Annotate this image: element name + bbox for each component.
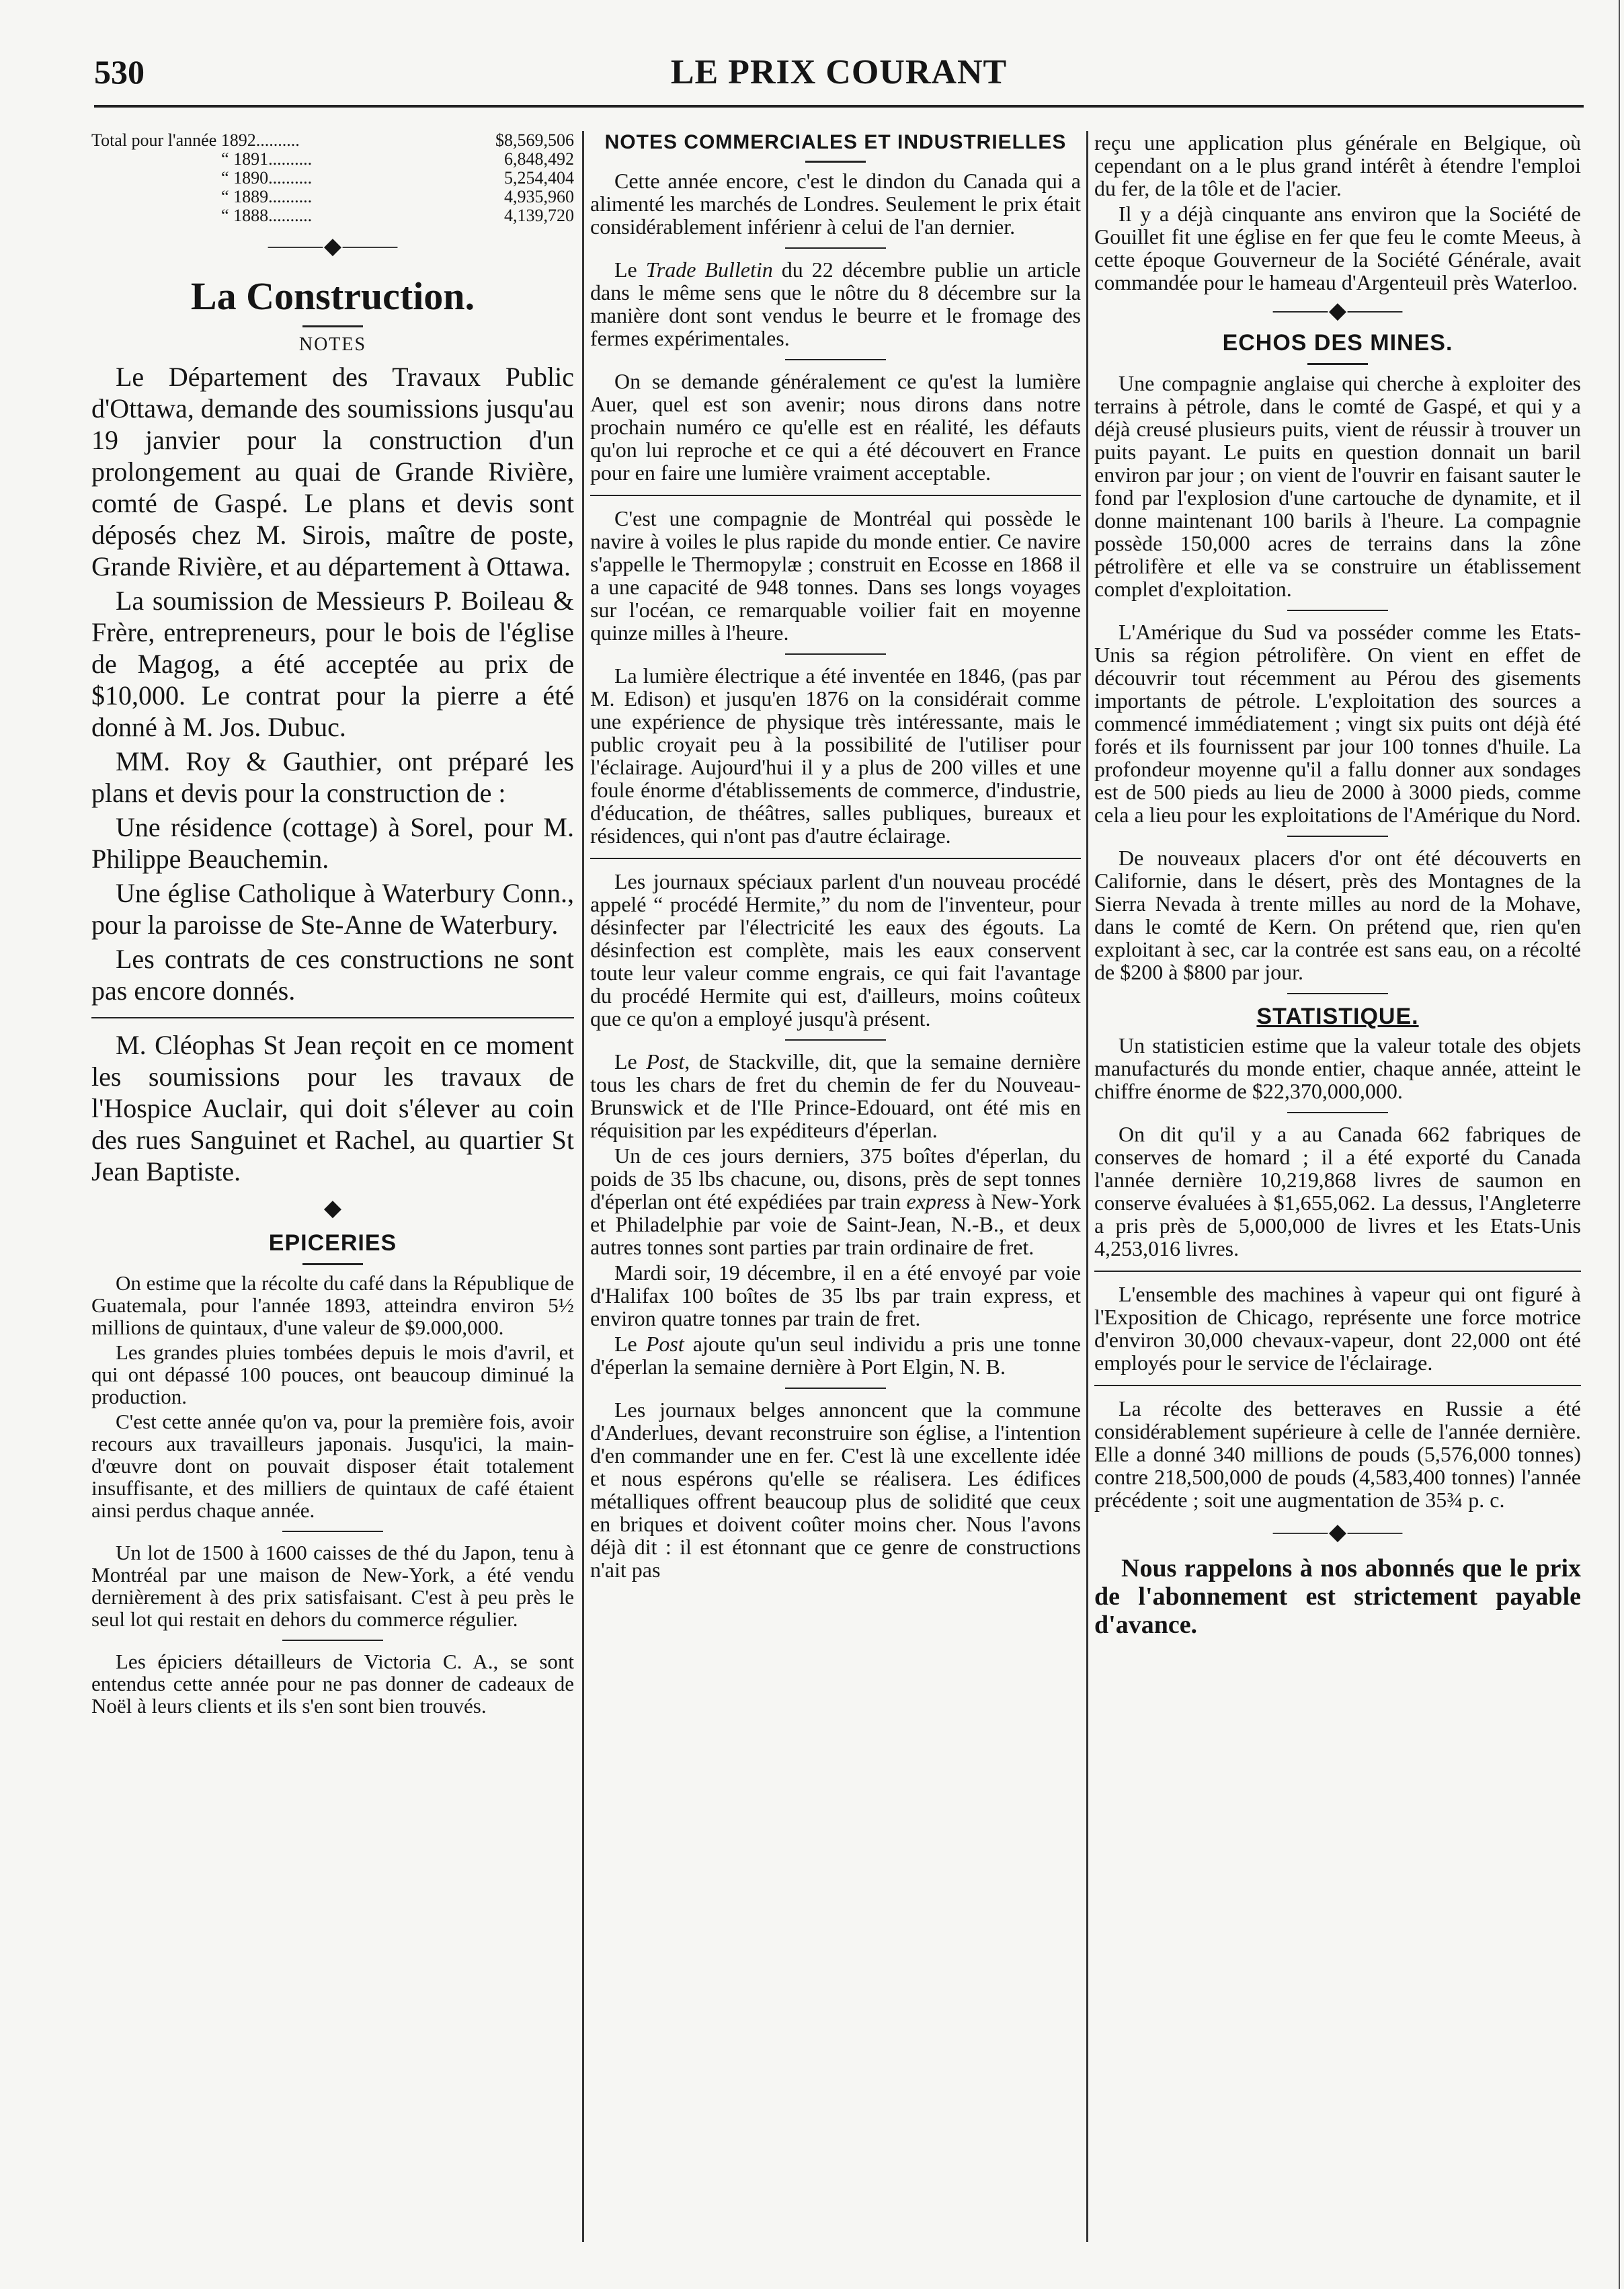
article-divider xyxy=(785,247,886,249)
article-paragraph: Les journaux belges annoncent que la commune d'Anderlues, devant reconstruire son église, a l'intention d'en commander une en fer. C'est là une excellente idée et nous espérons qu'elle se réalisera. Les édifices métalliques offrent beaucoup plus de solidité que ceux en briques et doivent coûter moins cher. Nous l'avons déjà dit : il est étonnant que ce genre de constructions n'ait pas xyxy=(590,1398,1081,1582)
table-row xyxy=(91,169,574,188)
totals-label xyxy=(91,188,442,206)
article-paragraph: On dit qu'il y a au Canada 662 fabriques de conserves de homard ; il a été exporté du Canada l'année dernière 10,219,868 livres de saumon en conserve évaluées à $1,655,062. La dessus, l'Angleterre a pris près de 5,000,000 de livres et les Etats-Unis 4,253,016 livres. xyxy=(1094,1122,1581,1260)
text-run: Le xyxy=(614,257,646,282)
article-paragraph: Le Département des Travaux Public d'Ottawa, demande des soumissions jusqu'au 19 janvier pour la construction d'un prolongement au quai de Grande Rivière, comté de Gaspé. Le plans et devis sont déposés chez M. Sirois, maître de poste, Grande Rivière, et au département à Ottawa. xyxy=(91,362,574,581)
epiceries-articles xyxy=(91,1272,574,1717)
table-row xyxy=(91,131,574,150)
article-paragraph: Une compagnie anglaise qui cherche à exploiter des terrains à pétrole, dans le comté de Gaspé, et qui y a déjà creusé plusieurs puits, vient de réussir à trouver un puits payant. Le puits en question donnait un baril environ par jour ; on vient de l'ouvrir en faisant sauter le fond par l'explosion d'une cartouche de dynamite, et il donne maintenant 100 barils à l'heure. La compagnie possède 150,000 acres de terrains dans la zône pétrolifère et elle va se construire un établissement complet d'exploitation. xyxy=(1094,371,1581,601)
table-row xyxy=(91,206,574,225)
table-row xyxy=(91,150,574,169)
newspaper-name: Trade Bulletin xyxy=(645,257,773,282)
article-paragraph: Une église Catholique à Waterbury Conn., pour la paroisse de Ste-Anne de Waterbury. xyxy=(91,878,574,940)
ditto-mark: “ xyxy=(221,206,229,225)
article-divider xyxy=(785,653,886,655)
article-paragraph xyxy=(590,258,1081,350)
article-paragraph: MM. Roy & Gauthier, ont préparé les plans et devis pour la construction de : xyxy=(91,746,574,808)
totals-amount: 4,935,960 xyxy=(504,187,574,206)
totals-label xyxy=(91,206,442,225)
text-run: à New-York et Philadelphie par voie de Saint-Jean, N.-B., et deux autres tonnes sont parties par train ordinaire de fret. xyxy=(590,1189,1082,1259)
title-rule xyxy=(805,161,866,163)
page-header xyxy=(94,52,1584,101)
page-number: 530 xyxy=(94,53,145,91)
article-paragraph: C'est une compagnie de Montréal qui possède le navire à voiles le plus rapide du monde entier. Ce navire s'appelle le Thermopylæ ; construit en Ecosse en 1868 il a une capacité de 948 tonnes. Dans ses longs voyages sur l'océan, ce remarquable voilier fait en moyenne quinze milles à l'heure. xyxy=(590,506,1081,645)
totals-amount: 6,848,492 xyxy=(504,149,574,169)
ditto-mark: “ xyxy=(221,168,229,188)
construction-articles xyxy=(91,361,574,1187)
column-rule xyxy=(582,131,584,2242)
article-divider xyxy=(785,359,886,360)
article-paragraph: reçu une application plus générale en Belgique, où cependant on a le plus grand intérêt à étendre l'emploi du fer, de la tôle et de l'acier. xyxy=(1094,130,1581,200)
article-paragraph: Les épiciers détailleurs de Victoria C. A., se sont entendus cette année pour ne pas donner de cadeaux de Noël à leurs clients et ils s'en sont bien trouvés. xyxy=(91,1650,574,1718)
totals-year: 1890.......... xyxy=(233,168,313,188)
article-paragraph: La récolte des betteraves en Russie a été considérablement supérieure à celle de l'année dernière. Elle a donné 340 millions de pouds (5,576,000 tonnes) contre 218,500,000 de pouds (4,583,400 tonnes) l'année précédente ; soit une augmentation de 35¾ p. c. xyxy=(1094,1396,1581,1512)
ornament-divider: ⸻◆⸻ xyxy=(1272,298,1404,323)
page-edge-rule xyxy=(1619,0,1620,2289)
text-run: Le xyxy=(614,1332,646,1356)
column-left xyxy=(91,131,574,1717)
newspaper-name: Post xyxy=(645,1332,684,1356)
article-paragraph: Un lot de 1500 à 1600 caisses de thé du Japon, tenu à Montréal par une maison de New-York, a été vendu dernièrement à des prix satisfaisant. C'est à peu près le seul lot qui restait en dehors du commerce régulier. xyxy=(91,1541,574,1631)
article-paragraph: Les journaux spéciaux parlent d'un nouveau procédé appelé “ procédé Hermite,” du nom de l'inventeur, pour désinfecter par l'électricité les eaux des égouts. La désinfection est complète, mais les eaux conservent toute leur valeur comme engrais, ce qui fait l'avantage du procédé Hermite qui est, d'ailleurs, moins coûteux que ce qu'on a employé jusqu'à présent. xyxy=(590,869,1081,1031)
text-run: ajoute qu'un seul individu a pris une tonne d'éperlan la semaine dernière à Port Elgin, N. B. xyxy=(590,1332,1082,1379)
article-paragraph: Un statisticien estime que la valeur totale des objets manufacturés du monde entier, chaque année, atteint le chiffre énorme de $22,370,000,000. xyxy=(1094,1033,1581,1103)
ditto-mark: “ xyxy=(221,187,229,206)
ornament-divider: ⸻◆⸻ xyxy=(267,234,399,259)
article-divider xyxy=(1094,1271,1581,1272)
totals-amount: 5,254,404 xyxy=(504,168,574,188)
article-divider xyxy=(590,495,1081,496)
article-divider xyxy=(785,1039,886,1041)
article-divider xyxy=(785,1388,886,1389)
italic-word: express xyxy=(906,1189,971,1213)
article-divider xyxy=(1287,610,1388,611)
totals-table xyxy=(91,131,574,225)
article-paragraph: Une résidence (cottage) à Sorel, pour M. Philippe Beauchemin. xyxy=(91,812,574,874)
article-divider xyxy=(282,1640,383,1641)
column-middle xyxy=(590,131,1081,1581)
article-divider xyxy=(590,858,1081,859)
section-title-epiceries: EPICERIES xyxy=(268,1230,397,1256)
table-row xyxy=(91,188,574,206)
totals-year: 1888.......... xyxy=(233,206,313,225)
article-paragraph: Les grandes pluies tombées depuis le mois d'avril, et qui ont dépassé 100 pouces, ont beaucoup diminué la production. xyxy=(91,1340,574,1408)
title-rule xyxy=(1307,363,1368,365)
section-title-notes-commerciales: NOTES COMMERCIALES ET INDUSTRIELLES xyxy=(604,131,1067,153)
article-divider xyxy=(1094,1385,1581,1386)
newspaper-name: Post xyxy=(646,1049,685,1074)
totals-amount: 4,139,720 xyxy=(504,206,574,225)
page-title: LE PRIX COURANT xyxy=(670,53,1008,91)
title-rule xyxy=(302,325,363,327)
totals-year: 1889.......... xyxy=(233,187,313,206)
ditto-mark: “ xyxy=(221,149,229,169)
article-paragraph: De nouveaux placers d'or ont été découverts en Californie, dans le désert, près des Montagnes de la Sierra Nevada à trente milles au nord de la Mohave, dans le comté de Kern. On prétend que, rien qu'en exploitant à sec, car la contrée est sans eau, on a récolté de $200 à $800 par jour. xyxy=(1094,846,1581,984)
totals-year: 1891.......... xyxy=(233,149,313,169)
article-divider xyxy=(1287,993,1388,994)
article-paragraph: Mardi soir, 19 décembre, il en a été envoyé par voie d'Halifax 100 boîtes de 35 lbs par train express, et environ quatre tonnes par train de fret. xyxy=(590,1260,1081,1330)
article-paragraph xyxy=(590,1332,1081,1378)
text-run: Le xyxy=(614,1049,647,1074)
totals-amount: $8,569,506 xyxy=(495,130,574,150)
article-paragraph xyxy=(590,1050,1081,1141)
column-rule xyxy=(1086,131,1088,2242)
article-divider xyxy=(1287,836,1388,837)
section-title-mines: ECHOS DES MINES. xyxy=(1222,330,1453,356)
article-paragraph: Les contrats de ces constructions ne sont pas encore donnés. xyxy=(91,944,574,1006)
ornament-divider: ⸻◆⸻ xyxy=(1272,1520,1404,1545)
article-paragraph: On estime que la récolte du café dans la République de Guatemala, pour l'année 1893, atteindra environ 5½ millions de quintaux, d'une valeur de $9.000,000. xyxy=(91,1271,574,1339)
article-paragraph: M. Cléophas St Jean reçoit en ce moment les soumissions pour les travaux de l'Hospice Auclair, qui doit s'élever au coin des rues Sanguinet et Rachel, au quartier St Jean Baptiste. xyxy=(91,1030,574,1187)
title-rule xyxy=(302,1263,363,1265)
article-paragraph xyxy=(590,1144,1081,1258)
article-paragraph: La soumission de Messieurs P. Boileau & Frère, entrepreneurs, pour le bois de l'église de Magog, a été acceptée au prix de $10,000. Le contrat pour la pierre a été donné à M. Jos. Dubuc. xyxy=(91,586,574,742)
article-paragraph: C'est cette année qu'on va, pour la première fois, avoir recours aux travailleurs japonais. Jusqu'ici, la main-d'œuvre dont on pouvait disposer était totalement insuffisante, et des milliers de quintaux de café étaient ainsi perdus chaque année. xyxy=(91,1410,574,1522)
text-run: du 22 décembre publie un article dans le même sens que le nôtre du 8 décembre sur la manière dont sont vendus le beurre et le fromage des fermes expérimentales. xyxy=(590,257,1082,350)
totals-label xyxy=(91,169,442,188)
article-paragraph: Cette année encore, c'est le dindon du Canada qui a alimenté les marchés de Londres. Seulement le prix était considérablement inférienr à celui de l'an dernier. xyxy=(590,169,1081,239)
totals-label: Total pour l'année 1892.......... xyxy=(91,130,300,150)
text-run: , de Stackville, dit, que la semaine dernière tous les chars de fret du chemin de fer du Nouveau-Brunswick et de l'Ile Prince-Edouard, ont été mis en réquisition par les expéditeurs d'éperlan. xyxy=(590,1049,1082,1142)
section-title-construction: La Construction. xyxy=(190,274,475,318)
article-paragraph: La lumière électrique a été inventée en 1846, (pas par M. Edison) et jusqu'en 1876 on la considérait comme une expérience de physique très intéressante, mais le public croyait peu à la possibilité de l'utiliser pour l'éclairage. Aujourd'hui il y a plus de 200 villes et une foule énorme d'établissements de commerce, d'industrie, d'éducation, de théâtres, salles publiques, bureaux et résidences, qui n'ont pas d'autre éclairage. xyxy=(590,664,1081,848)
article-paragraph: On se demande généralement ce qu'est la lumière Auer, quel est son avenir; nous dirons dans notre prochain numéro ce qu'elle est en réalité, les défauts qu'on lui reproche et ce qui a été découvert en France pour en faire une lumière vraiment acceptable. xyxy=(590,369,1081,485)
totals-label xyxy=(91,150,442,169)
article-paragraph: L'ensemble des machines à vapeur qui ont figuré à l'Exposition de Chicago, représente une force motrice d'environ 30,000 chevaux-vapeur, dont 22,000 ont été employés pour le service de l'éclairage. xyxy=(1094,1282,1581,1375)
article-paragraph: Il y a déjà cinquante ans environ que la Société de Gouillet fit une église en fer que feu le comte Meeus, à cette époque Gouverneur de la Société Générale, avait commandée pour le hameau d'Argenteuil près Waterloo. xyxy=(1094,202,1581,294)
section-title-statistique: STATISTIQUE. xyxy=(1256,1004,1419,1029)
article-divider xyxy=(1287,1112,1388,1113)
header-rule xyxy=(94,105,1584,108)
article-divider xyxy=(91,1017,574,1018)
article-paragraph: Nous rappelons à nos abonnés que le prix de l'abonnement est strictement payable d'avance. xyxy=(1094,1554,1581,1639)
ornament-divider: ◆ xyxy=(323,1196,342,1221)
text-run: Un de ces jours derniers, 375 boîtes d'éperlan, du poids de 35 lbs chacune, ou, disons, près de sept tonnes d'éperlan ont été expédiées par train xyxy=(590,1143,1081,1213)
notes-label: NOTES xyxy=(298,334,367,355)
subscription-reminder xyxy=(1094,1554,1581,1639)
article-divider xyxy=(282,1531,383,1532)
article-paragraph: L'Amérique du Sud va posséder comme les Etats-Unis sa région pétrolifère. On vient en effet de découvrir tout récemment au Pérou des gisements importants de pétrole. L'exploitation des sources a commencé immédiatement ; vingt six puits ont déjà été forés et ils fournissent par jour 100 tonnes d'huile. La profondeur moyenne qu'il a fallu donner aux sondages est de 500 pieds au lieu de 2000 à 3000 pieds, comme cela a lieu pour les exploitations de l'Amérique du Nord. xyxy=(1094,620,1581,827)
column-right xyxy=(1094,131,1581,1639)
